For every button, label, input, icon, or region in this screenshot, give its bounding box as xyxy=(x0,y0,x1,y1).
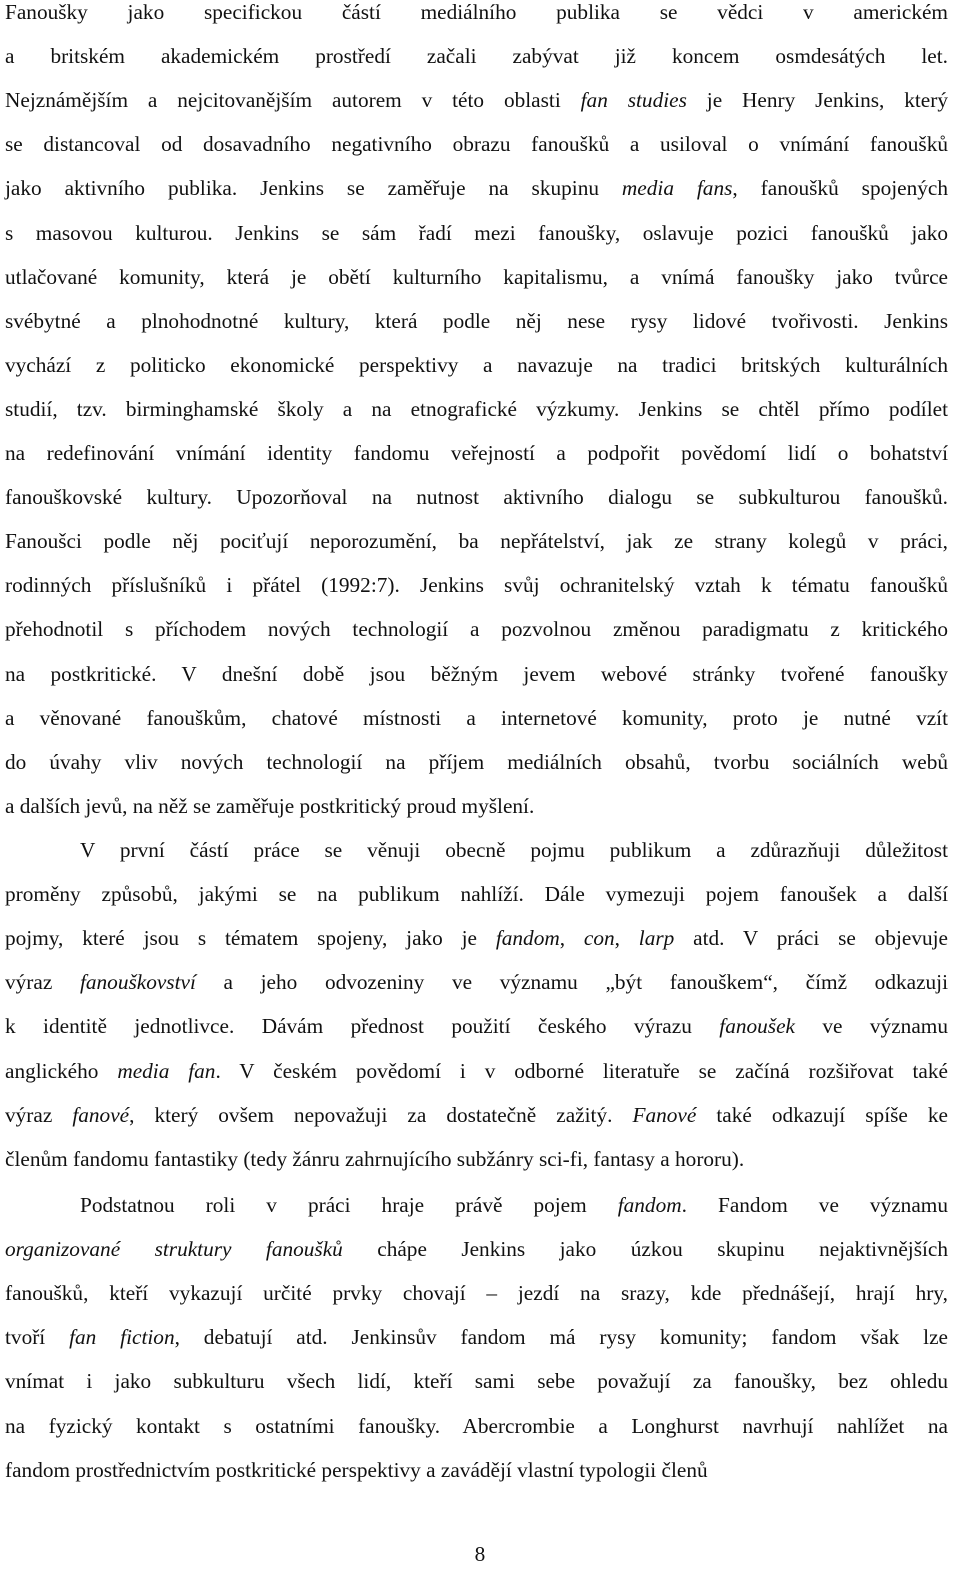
text-line xyxy=(5,746,948,778)
text-line xyxy=(5,1233,948,1265)
italic-term: fanouškovství xyxy=(79,970,196,995)
text-line xyxy=(5,878,948,910)
text-run: chápe Jenkins jako úzkou skupinu nejaktivnějších xyxy=(342,1237,948,1262)
text-run: na redefinování vnímání identity fandomu veřejností a podpořit povědomí lidí o bohatství xyxy=(5,441,948,465)
text-run: členům fandomu fantastiky (tedy žánru zahrnujícího subžánry sci-fi, fantasy a hororu). xyxy=(5,1146,745,1171)
text-run: výraz xyxy=(5,1102,73,1127)
text-line xyxy=(5,525,948,557)
text-line xyxy=(5,305,948,337)
text-line xyxy=(5,1055,948,1087)
text-run: anglického xyxy=(5,1058,118,1083)
text-run: jako aktivního publika. Jenkins se zaměřuje na skupinu xyxy=(5,176,622,201)
italic-term: fan fiction xyxy=(69,1325,175,1350)
text-run: a dalších jevů, na něž se zaměřuje postkritický proud myšlení. xyxy=(5,793,535,818)
text-run: a britském akademickém prostředí začali zabývat již koncem osmdesátých let. xyxy=(5,44,948,69)
italic-term: organizované struktury fanoušků xyxy=(5,1237,343,1262)
text-line xyxy=(5,1010,948,1042)
text-line xyxy=(5,393,948,425)
text-line xyxy=(5,569,948,601)
text-run: vnímat i jako subkulturu všech lidí, kteří sami sebe považují za fanoušky, bez ohledu xyxy=(5,1369,948,1394)
text-line xyxy=(5,128,948,160)
text-run: fanouškovské kultury. Upozorňoval na nutnost aktivního dialogu se subkulturou fanoušků. xyxy=(5,485,948,510)
italic-term: fandom xyxy=(495,926,560,951)
text-run: k identitě jednotlivce. Dávám přednost použití českého výrazu xyxy=(5,1014,720,1039)
text-run: studií, tzv. birminghamské školy a na etnografické výzkumy. Jenkins se chtěl přímo podílet xyxy=(5,396,948,421)
italic-term: con xyxy=(583,926,615,951)
text-run: také odkazují spíše ke xyxy=(696,1102,948,1127)
text-run: na postkritické. V dnešní době jsou běžným jevem webové stránky tvořené fanoušky xyxy=(5,661,948,686)
text-run: na fyzický kontakt s ostatními fanoušky. Abercrombie a Longhurst navrhují nahlížet na xyxy=(5,1413,948,1438)
text-run: Fanoušci podle něj pociťují neporozumění, ba nepřátelství, jak ze strany kolegů v práci, xyxy=(5,529,948,554)
text-line xyxy=(5,172,948,204)
text-line xyxy=(5,1410,948,1442)
text-line xyxy=(5,261,948,293)
text-run: svébytné a plnohodnotné kultury, která podle něj nese rysy lidové tvořivosti. Jenkins xyxy=(5,308,948,333)
text-line xyxy=(5,0,948,28)
text-run: . V českém povědomí i v odborné literatuře se začíná rozšiřovat také xyxy=(215,1058,948,1083)
text-line xyxy=(5,84,948,116)
italic-term: larp xyxy=(638,926,675,951)
text-run: výraz xyxy=(5,970,80,995)
text-run: utlačované komunity, která je obětí kulturního kapitalismu, a vnímá fanoušky jako tvůrce xyxy=(5,264,948,289)
text-run: je Henry Jenkins, který xyxy=(686,88,948,113)
text-line xyxy=(5,1454,948,1486)
text-run: , který ovšem nepovažuji za dostatečně zažitý. xyxy=(129,1102,633,1127)
text-line xyxy=(5,922,948,954)
text-line xyxy=(80,1189,948,1221)
text-run: , xyxy=(559,926,584,951)
text-run: pojmy, které jsou s tématem spojeny, jako je xyxy=(5,926,496,951)
text-line xyxy=(5,658,948,690)
text-run: Fanoušky jako specifickou částí mediálního publika se vědci v americkém xyxy=(5,0,948,24)
text-run: , fanoušků spojených xyxy=(732,176,949,201)
text-run: V první částí práce se věnuji obecně pojmu publikum a zdůrazňuji důležitost xyxy=(80,838,948,862)
text-line xyxy=(80,834,948,866)
text-run: fandom prostřednictvím postkritické perspektivy a zavádějí vlastní typologii členů xyxy=(5,1457,708,1482)
text-line xyxy=(5,1099,948,1131)
text-run: atd. V práci se objevuje xyxy=(674,926,948,951)
text-run: proměny způsobů, jakými se na publikum nahlíží. Dále vymezuji pojem fanoušek a další xyxy=(5,882,948,907)
text-run: vychází z politicko ekonomické perspektivy a navazuje na tradici britských kulturálních xyxy=(5,352,948,377)
text-line xyxy=(5,437,948,469)
text-run: do úvahy vliv nových technologií na příjem mediálních obsahů, tvorbu sociálních webů xyxy=(5,749,948,774)
text-line xyxy=(5,40,948,72)
italic-term: fanoušek xyxy=(719,1014,795,1039)
text-line xyxy=(5,1321,948,1353)
italic-term: fandom xyxy=(617,1193,682,1217)
text-line xyxy=(5,1365,948,1397)
text-run: Podstatnou roli v práci hraje právě pojem xyxy=(80,1193,618,1217)
text-run: rodinných příslušníků i přátel (1992:7). Jenkins svůj ochranitelský vztah k tématu fanoušků xyxy=(5,573,948,598)
text-run: tvoří xyxy=(5,1325,70,1350)
italic-term: media fan xyxy=(117,1058,216,1083)
text-run: ve významu xyxy=(795,1014,948,1039)
text-run: přehodnotil s příchodem nových technologií a pozvolnou změnou paradigmatu z kritického xyxy=(5,617,948,642)
text-run: a jeho odvozeniny ve významu „být fanouškem“, čímž odkazuji xyxy=(195,970,949,995)
text-run: , debatují atd. Jenkinsův fandom má rysy komunity; fandom však lze xyxy=(174,1325,948,1350)
text-run: a věnované fanouškům, chatové místnosti a internetové komunity, proto je nutné vzít xyxy=(5,705,948,730)
italic-term: media fans xyxy=(621,176,733,201)
text-line xyxy=(5,349,948,381)
text-run: s masovou kulturou. Jenkins se sám řadí mezi fanoušky, oslavuje pozici fanoušků jako xyxy=(5,220,948,245)
text-line xyxy=(5,1277,948,1309)
text-run: , xyxy=(614,926,639,951)
italic-term: Fanové xyxy=(632,1102,697,1127)
italic-term: fanové xyxy=(72,1102,130,1127)
text-line xyxy=(5,217,948,249)
text-line xyxy=(5,613,948,645)
page-number: 8 xyxy=(474,1542,486,1566)
text-line xyxy=(5,966,948,998)
text-line xyxy=(5,481,948,513)
text-line xyxy=(5,1143,948,1175)
text-run: fanoušků, kteří vykazují určité prvky chovají – jezdí na srazy, kde přednášejí, hrají hry, xyxy=(5,1281,948,1306)
text-run: . Fandom ve významu xyxy=(681,1193,948,1217)
text-run: Nejznámějším a nejcitovanějším autorem v této oblasti xyxy=(5,88,581,113)
text-line xyxy=(5,702,948,734)
text-line xyxy=(5,790,948,822)
text-run: se distancoval od dosavadního negativního obrazu fanoušků a usiloval o vnímání fanoušků xyxy=(5,132,948,157)
italic-term: fan studies xyxy=(580,88,687,113)
